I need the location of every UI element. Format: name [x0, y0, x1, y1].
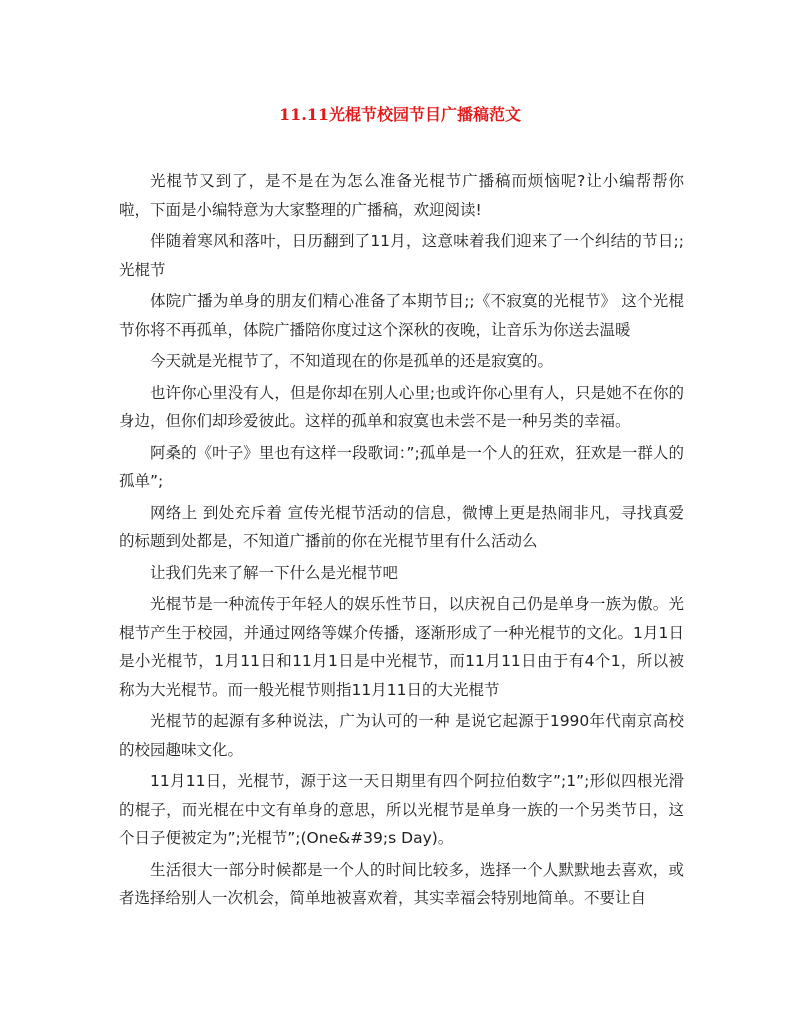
paragraph-life: 生活很大一部分时候都是一个人的时间比较多，选择一个人默默地去喜欢，或者选择给别人一次机会，简单地被喜欢着，其实幸福会特别地简单。不要让自 — [119, 860, 684, 907]
document-body — [119, 167, 684, 916]
paragraph-definition: 光棍节是一种流传于年轻人的娱乐性节日，以庆祝自己仍是单身一族为傲。光棍节产生于校园，并通过网络等媒介传播，逐渐形成了一种光棍节的文化。1月1日是小光棍节，1月11日和11月1日是中光棍节，而11月11日由于有4个1，所以被称为大光棍节。而一般光棍节则指11月11日的大光棍节 — [119, 595, 684, 699]
paragraph-winter: 伴随着寒风和落叶，日历翻到了11月，这意味着我们迎来了一个纠结的节日;;光棍节 — [119, 232, 684, 279]
paragraph-today: 今天就是光棍节了，不知道现在的你是孤单的还是寂寞的。 — [150, 352, 554, 370]
paragraph-online: 网络上 到处充斥着 宣传光棍节活动的信息，微博上更是热闹非凡，寻找真爱的标题到处都是，不知道广播前的你在光棍节里有什么活动么 — [119, 503, 684, 550]
paragraph-lets-learn: 让我们先来了解一下什么是光棍节吧 — [150, 563, 399, 582]
paragraph-origin: 光棍节的起源有多种说法，广为认可的一种 是说它起源于1990年代南京高校的校园趣味文化。 — [119, 712, 684, 759]
paragraph-date-meaning: 11月11日，光棍节，源于这一天日期里有四个阿拉伯数字”;1”;形似四根光滑的棍子，而光棍在中文有单身的意思，所以光棍节是单身一族的一个另类节日，这个日子便被定为”;光棍节”;(One&#39;s Day)。 — [119, 772, 684, 847]
document-title: 11.11光棍节校园节目广播稿范文 — [278, 105, 522, 124]
paragraph-perhaps: 也许你心里没有人，但是你却在别人心里;也或许你心里有人，只是她不在你的身边，但你们却珍爱彼此。这样的孤单和寂寞也未尝不是一种另类的幸福。 — [119, 383, 684, 430]
paragraph-lyrics: 阿桑的《叶子》里也有这样一段歌词：”;孤单是一个人的狂欢，狂欢是一群人的孤单”; — [119, 443, 684, 490]
paragraph-program: 体院广播为单身的朋友们精心准备了本期节目;;《不寂寞的光棍节》 这个光棍节你将不再孤单，体院广播陪你度过这个深秋的夜晚，让音乐为你送去温暖 — [119, 292, 684, 339]
paragraph-intro: 光棍节又到了，是不是在为怎么准备光棍节广播稿而烦恼呢?让小编帮帮你啦，下面是小编特意为大家整理的广播稿，欢迎阅读! — [119, 172, 684, 219]
